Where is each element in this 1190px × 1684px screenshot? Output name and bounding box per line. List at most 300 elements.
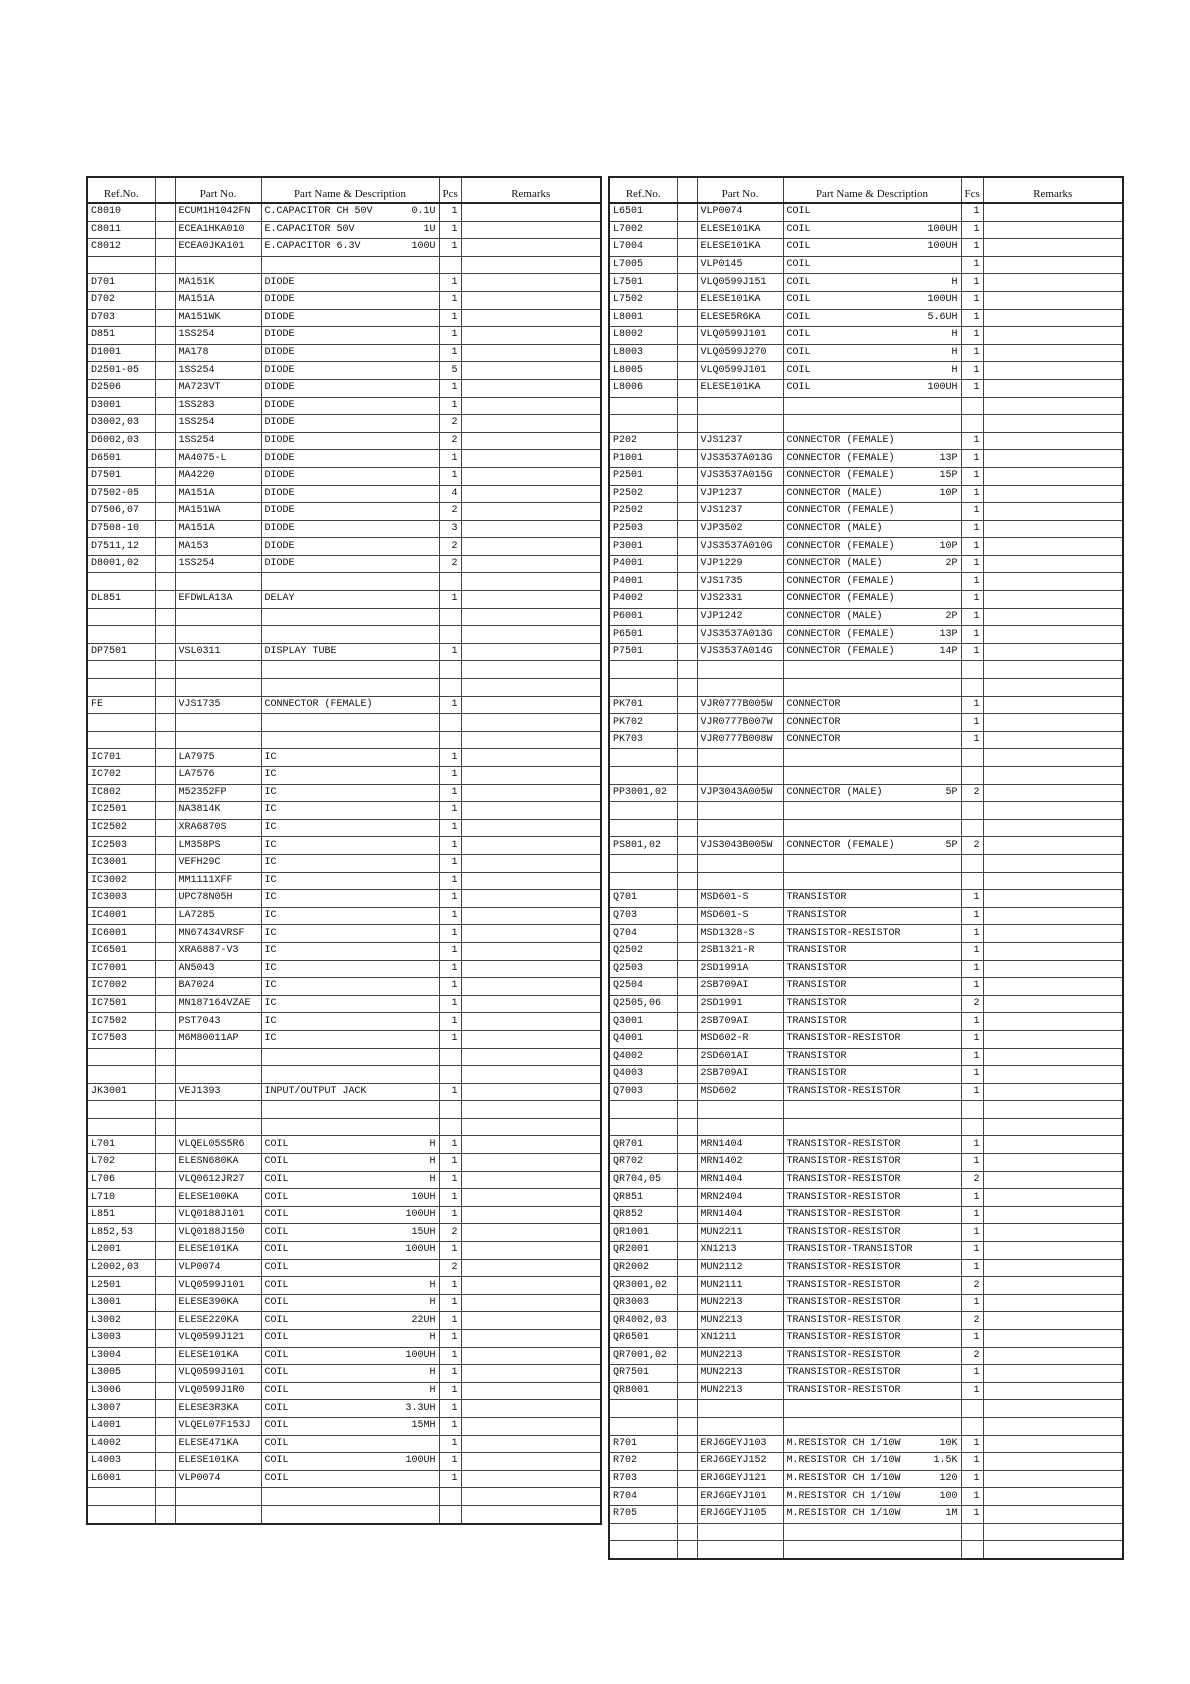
description-cell bbox=[261, 555, 439, 573]
description-cell bbox=[783, 784, 961, 802]
pcs-cell bbox=[439, 679, 461, 697]
pcs-cell: 1 bbox=[439, 696, 461, 714]
ref-no-cell: IC2501 bbox=[87, 802, 155, 820]
part-no-cell: ERJ6GEYJ105 bbox=[697, 1505, 783, 1523]
part-no-cell: MUN2213 bbox=[697, 1294, 783, 1312]
spacer-cell bbox=[155, 432, 175, 450]
ref-no-cell bbox=[609, 397, 677, 415]
spacer-cell bbox=[155, 960, 175, 978]
remarks-cell bbox=[461, 555, 601, 573]
table-row bbox=[87, 978, 601, 996]
pcs-cell bbox=[961, 1523, 983, 1541]
remarks-cell bbox=[983, 819, 1123, 837]
remarks-cell bbox=[983, 344, 1123, 362]
part-no-cell: MA4075-L bbox=[175, 450, 261, 468]
remarks-cell bbox=[983, 960, 1123, 978]
pcs-cell bbox=[439, 731, 461, 749]
table-row bbox=[609, 1470, 1123, 1488]
ref-no-cell: L4002 bbox=[87, 1435, 155, 1453]
pcs-cell bbox=[961, 819, 983, 837]
spacer-cell bbox=[677, 802, 697, 820]
table-row bbox=[609, 907, 1123, 925]
ref-no-cell: QR2001 bbox=[609, 1242, 677, 1260]
remarks-cell bbox=[983, 1242, 1123, 1260]
description-cell bbox=[261, 1101, 439, 1119]
part-no-cell: VLP0074 bbox=[175, 1259, 261, 1277]
pcs-cell: 1 bbox=[961, 1154, 983, 1172]
spacer-cell bbox=[155, 485, 175, 503]
description-cell bbox=[261, 1118, 439, 1136]
description-text: TRANSISTOR-RESISTOR bbox=[786, 1332, 901, 1344]
table-row bbox=[609, 432, 1123, 450]
description-value: 100UH bbox=[927, 294, 958, 306]
description-text: DIODE bbox=[264, 311, 295, 323]
ref-no-cell: L4001 bbox=[87, 1417, 155, 1435]
pcs-cell: 5 bbox=[439, 362, 461, 380]
remarks-cell bbox=[461, 256, 601, 274]
description-cell bbox=[783, 432, 961, 450]
ref-no-cell: P4002 bbox=[609, 591, 677, 609]
ref-no-cell: PK701 bbox=[609, 696, 677, 714]
table-row bbox=[609, 467, 1123, 485]
ref-no-cell: L8006 bbox=[609, 379, 677, 397]
pcs-cell: 1 bbox=[961, 608, 983, 626]
description-text: IC bbox=[264, 927, 277, 939]
remarks-cell bbox=[983, 415, 1123, 433]
description-value: 13P bbox=[939, 452, 958, 464]
part-no-cell bbox=[175, 714, 261, 732]
description-text: COIL bbox=[264, 1402, 289, 1414]
description-text: CONNECTOR (FEMALE) bbox=[786, 575, 895, 587]
ref-no-cell: P202 bbox=[609, 432, 677, 450]
ref-no-cell: QR702 bbox=[609, 1154, 677, 1172]
description-text: DIODE bbox=[264, 329, 295, 341]
ref-no-cell: Q3001 bbox=[609, 1013, 677, 1031]
spacer-cell bbox=[677, 995, 697, 1013]
description-value: 100UH bbox=[927, 241, 958, 253]
remarks-cell bbox=[983, 1030, 1123, 1048]
part-no-cell: ECEA0JKA101 bbox=[175, 239, 261, 257]
description-text: COIL bbox=[786, 206, 811, 218]
pcs-cell: 1 bbox=[439, 1013, 461, 1031]
part-no-cell: XRA6887-V3 bbox=[175, 942, 261, 960]
spacer-cell bbox=[155, 802, 175, 820]
spacer-cell bbox=[677, 837, 697, 855]
pcs-cell bbox=[439, 661, 461, 679]
remarks-cell bbox=[461, 907, 601, 925]
description-cell bbox=[783, 1048, 961, 1066]
table-row bbox=[87, 696, 601, 714]
description-header: Part Name & Description bbox=[261, 177, 439, 203]
part-no-cell bbox=[175, 661, 261, 679]
ref-no-cell: D6002,03 bbox=[87, 432, 155, 450]
spacer-cell bbox=[677, 520, 697, 538]
pcs-cell: 1 bbox=[961, 626, 983, 644]
description-cell bbox=[261, 450, 439, 468]
remarks-cell bbox=[983, 1470, 1123, 1488]
description-cell bbox=[783, 995, 961, 1013]
pcs-cell: 1 bbox=[439, 1417, 461, 1435]
description-cell bbox=[783, 942, 961, 960]
spacer-cell bbox=[155, 784, 175, 802]
table-row bbox=[87, 291, 601, 309]
spacer-cell bbox=[677, 1470, 697, 1488]
table-row bbox=[609, 872, 1123, 890]
description-value: 100UH bbox=[405, 1244, 436, 1256]
ref-no-cell: Q7003 bbox=[609, 1083, 677, 1101]
pcs-cell: 1 bbox=[961, 1505, 983, 1523]
table-row bbox=[609, 1224, 1123, 1242]
ref-no-cell: C8010 bbox=[87, 203, 155, 221]
ref-no-cell: QR704,05 bbox=[609, 1171, 677, 1189]
pcs-cell: 1 bbox=[961, 239, 983, 257]
description-cell bbox=[261, 467, 439, 485]
pcs-cell: 1 bbox=[439, 925, 461, 943]
part-no-cell: ELESE101KA bbox=[697, 291, 783, 309]
part-no-cell: ERJ6GEYJ152 bbox=[697, 1453, 783, 1471]
table-row bbox=[87, 925, 601, 943]
pcs-cell: 2 bbox=[961, 1312, 983, 1330]
spacer-cell bbox=[677, 1048, 697, 1066]
pcs-cell: 1 bbox=[961, 203, 983, 221]
part-no-cell: VJP1242 bbox=[697, 608, 783, 626]
description-text: IC bbox=[264, 857, 277, 869]
description-text: TRANSISTOR bbox=[786, 962, 847, 974]
pcs-cell bbox=[439, 1066, 461, 1084]
table-row bbox=[609, 1083, 1123, 1101]
part-no-cell: LA7576 bbox=[175, 767, 261, 785]
ref-no-cell: P7501 bbox=[609, 643, 677, 661]
spacer-cell bbox=[677, 221, 697, 239]
ref-no-cell: IC702 bbox=[87, 767, 155, 785]
part-no-cell: VLQ0599J121 bbox=[175, 1330, 261, 1348]
pcs-cell: 1 bbox=[961, 344, 983, 362]
description-text: COIL bbox=[786, 241, 811, 253]
description-cell bbox=[261, 1171, 439, 1189]
ref-no-cell: DP7501 bbox=[87, 643, 155, 661]
description-text: DIODE bbox=[264, 417, 295, 429]
part-no-cell: MUN2111 bbox=[697, 1277, 783, 1295]
ref-no-cell: D851 bbox=[87, 327, 155, 345]
spacer-cell bbox=[155, 837, 175, 855]
table-row bbox=[87, 819, 601, 837]
ref-no-cell: L852,53 bbox=[87, 1224, 155, 1242]
table-row bbox=[87, 1400, 601, 1418]
ref-no-cell: P6501 bbox=[609, 626, 677, 644]
description-text: COIL bbox=[786, 347, 811, 359]
remarks-cell bbox=[461, 1259, 601, 1277]
pcs-cell: 1 bbox=[961, 520, 983, 538]
part-no-cell: ELESN680KA bbox=[175, 1154, 261, 1172]
description-cell bbox=[783, 274, 961, 292]
remarks-cell bbox=[983, 731, 1123, 749]
pcs-cell: 2 bbox=[439, 415, 461, 433]
description-cell bbox=[783, 415, 961, 433]
ref-no-cell: Q2505,06 bbox=[609, 995, 677, 1013]
part-no-cell: VJP1237 bbox=[697, 485, 783, 503]
remarks-cell bbox=[461, 679, 601, 697]
table-row bbox=[87, 309, 601, 327]
description-text: TRANSISTOR-RESISTOR bbox=[786, 1385, 901, 1397]
spacer-cell bbox=[677, 450, 697, 468]
ref-no-cell: PP3001,02 bbox=[609, 784, 677, 802]
description-text: C.CAPACITOR CH 50V bbox=[264, 206, 373, 218]
remarks-cell bbox=[983, 362, 1123, 380]
description-value: 10UH bbox=[411, 1191, 436, 1203]
spacer-cell bbox=[155, 1013, 175, 1031]
remarks-cell bbox=[461, 520, 601, 538]
part-no-cell: MRN1404 bbox=[697, 1171, 783, 1189]
remarks-cell bbox=[983, 802, 1123, 820]
table-row bbox=[87, 679, 601, 697]
part-no-cell bbox=[175, 626, 261, 644]
remarks-cell bbox=[983, 1541, 1123, 1559]
description-text: M.RESISTOR CH 1/10W bbox=[786, 1455, 901, 1467]
remarks-cell bbox=[983, 379, 1123, 397]
description-cell bbox=[261, 1066, 439, 1084]
pcs-cell: 2 bbox=[961, 837, 983, 855]
spacer-cell bbox=[155, 767, 175, 785]
description-text: M.RESISTOR CH 1/10W bbox=[786, 1437, 901, 1449]
description-text: TRANSISTOR-RESISTOR bbox=[786, 1085, 901, 1097]
description-text: IC bbox=[264, 751, 277, 763]
description-value: H bbox=[951, 347, 958, 359]
table-row bbox=[609, 327, 1123, 345]
ref-no-cell bbox=[609, 872, 677, 890]
pcs-cell: 1 bbox=[961, 291, 983, 309]
remarks-cell bbox=[983, 1347, 1123, 1365]
ref-no-cell: QR8001 bbox=[609, 1382, 677, 1400]
pcs-cell: 1 bbox=[961, 1470, 983, 1488]
ref-no-cell: QR2002 bbox=[609, 1259, 677, 1277]
spacer-cell bbox=[155, 854, 175, 872]
pcs-cell: 1 bbox=[439, 767, 461, 785]
spacer-cell bbox=[677, 1154, 697, 1172]
remarks-cell bbox=[983, 327, 1123, 345]
description-value: 100UH bbox=[405, 1455, 436, 1467]
description-text: COIL bbox=[264, 1138, 289, 1150]
pcs-cell: 1 bbox=[439, 1154, 461, 1172]
remarks-cell bbox=[983, 591, 1123, 609]
remarks-cell bbox=[461, 379, 601, 397]
ref-no-cell: L702 bbox=[87, 1154, 155, 1172]
description-cell bbox=[261, 520, 439, 538]
ref-no-cell: FE bbox=[87, 696, 155, 714]
pcs-cell: 3 bbox=[439, 520, 461, 538]
description-cell bbox=[261, 767, 439, 785]
table-row bbox=[609, 714, 1123, 732]
table-row bbox=[609, 679, 1123, 697]
spacer-cell bbox=[677, 942, 697, 960]
table-row bbox=[609, 1365, 1123, 1383]
parts-table-right-body bbox=[609, 203, 1123, 1559]
pcs-cell bbox=[439, 1101, 461, 1119]
table-row bbox=[87, 239, 601, 257]
ref-no-cell: L8001 bbox=[609, 309, 677, 327]
table-row bbox=[87, 1259, 601, 1277]
ref-no-cell: R703 bbox=[609, 1470, 677, 1488]
pcs-cell: 1 bbox=[439, 221, 461, 239]
pcs-cell: 1 bbox=[439, 1400, 461, 1418]
table-row bbox=[87, 397, 601, 415]
description-text: DIODE bbox=[264, 487, 295, 499]
table-row bbox=[609, 696, 1123, 714]
description-cell bbox=[783, 1189, 961, 1207]
spacer-cell bbox=[155, 538, 175, 556]
pcs-cell: 1 bbox=[961, 485, 983, 503]
part-no-cell: VLQ0599J101 bbox=[697, 327, 783, 345]
ref-no-cell: L851 bbox=[87, 1206, 155, 1224]
table-row bbox=[87, 1453, 601, 1471]
description-text: M.RESISTOR CH 1/10W bbox=[786, 1508, 901, 1520]
table-row bbox=[87, 960, 601, 978]
description-text: DIODE bbox=[264, 276, 295, 288]
spacer-cell bbox=[677, 415, 697, 433]
ref-no-cell: P2501 bbox=[609, 467, 677, 485]
table-row bbox=[87, 1382, 601, 1400]
remarks-cell bbox=[983, 1417, 1123, 1435]
table-row bbox=[87, 1048, 601, 1066]
pcs-cell: 1 bbox=[961, 538, 983, 556]
table-row bbox=[87, 1030, 601, 1048]
pcs-cell bbox=[961, 749, 983, 767]
ref-no-cell: L3004 bbox=[87, 1347, 155, 1365]
pcs-cell: 1 bbox=[439, 942, 461, 960]
remarks-cell bbox=[983, 608, 1123, 626]
part-no-cell bbox=[697, 397, 783, 415]
description-cell bbox=[261, 538, 439, 556]
table-row bbox=[87, 995, 601, 1013]
table-row bbox=[609, 503, 1123, 521]
part-no-cell: EFDWLA13A bbox=[175, 591, 261, 609]
remarks-cell bbox=[461, 714, 601, 732]
description-value: 0.1U bbox=[411, 206, 436, 218]
description-text: IC bbox=[264, 839, 277, 851]
description-cell bbox=[783, 731, 961, 749]
ref-no-cell bbox=[87, 714, 155, 732]
description-cell bbox=[783, 854, 961, 872]
table-row bbox=[87, 749, 601, 767]
part-no-cell: ERJ6GEYJ121 bbox=[697, 1470, 783, 1488]
spacer-cell bbox=[155, 239, 175, 257]
spacer-cell bbox=[155, 344, 175, 362]
ref-no-cell: IC6501 bbox=[87, 942, 155, 960]
spacer-cell bbox=[677, 467, 697, 485]
ref-no-header: Ref.No. bbox=[87, 177, 155, 203]
part-no-cell: MA4220 bbox=[175, 467, 261, 485]
description-cell bbox=[783, 203, 961, 221]
remarks-cell bbox=[983, 485, 1123, 503]
part-no-cell: VJS1735 bbox=[697, 573, 783, 591]
pcs-cell bbox=[439, 256, 461, 274]
spacer-cell bbox=[677, 1206, 697, 1224]
ref-no-cell: PS801,02 bbox=[609, 837, 677, 855]
remarks-cell bbox=[983, 661, 1123, 679]
description-text: COIL bbox=[264, 1314, 289, 1326]
table-row bbox=[87, 854, 601, 872]
description-text: DELAY bbox=[264, 593, 295, 605]
table-row bbox=[609, 942, 1123, 960]
table-row bbox=[609, 1347, 1123, 1365]
pcs-cell: 1 bbox=[439, 837, 461, 855]
table-row bbox=[87, 626, 601, 644]
part-no-header: Part No. bbox=[175, 177, 261, 203]
description-cell bbox=[261, 837, 439, 855]
table-row bbox=[609, 1030, 1123, 1048]
description-text: IC bbox=[264, 804, 277, 816]
spacer-cell bbox=[677, 591, 697, 609]
spacer-cell bbox=[155, 995, 175, 1013]
remarks-cell bbox=[461, 239, 601, 257]
description-cell bbox=[261, 1312, 439, 1330]
ref-no-cell: L710 bbox=[87, 1189, 155, 1207]
ref-no-cell: Q4002 bbox=[609, 1048, 677, 1066]
spacer-cell bbox=[677, 1136, 697, 1154]
part-no-cell bbox=[697, 749, 783, 767]
pcs-cell: 1 bbox=[439, 344, 461, 362]
parts-table-left-body bbox=[87, 203, 601, 1524]
ref-no-cell bbox=[609, 1417, 677, 1435]
part-no-cell bbox=[697, 1118, 783, 1136]
ref-no-cell: L3003 bbox=[87, 1330, 155, 1348]
table-row bbox=[609, 1048, 1123, 1066]
description-text: TRANSISTOR-RESISTOR bbox=[786, 1191, 901, 1203]
remarks-cell bbox=[461, 1505, 601, 1523]
description-cell bbox=[783, 1101, 961, 1119]
table-row bbox=[609, 643, 1123, 661]
spacer-cell bbox=[677, 978, 697, 996]
pcs-cell: 1 bbox=[439, 802, 461, 820]
table-row bbox=[87, 538, 601, 556]
part-no-cell: 1SS254 bbox=[175, 362, 261, 380]
ref-no-cell bbox=[609, 679, 677, 697]
part-no-cell bbox=[697, 661, 783, 679]
spacer-cell bbox=[677, 1347, 697, 1365]
ref-no-cell: D8001,02 bbox=[87, 555, 155, 573]
spacer-cell bbox=[155, 309, 175, 327]
spacer-cell bbox=[677, 256, 697, 274]
remarks-cell bbox=[461, 573, 601, 591]
description-text: DIODE bbox=[264, 452, 295, 464]
ref-no-cell: QR852 bbox=[609, 1206, 677, 1224]
part-no-cell: ELESE220KA bbox=[175, 1312, 261, 1330]
description-cell bbox=[261, 1470, 439, 1488]
description-value: 10P bbox=[939, 540, 958, 552]
table-row bbox=[609, 1154, 1123, 1172]
description-text: COIL bbox=[264, 1191, 289, 1203]
description-text: TRANSISTOR bbox=[786, 1015, 847, 1027]
spacer-cell bbox=[677, 555, 697, 573]
ref-no-cell: L6501 bbox=[609, 203, 677, 221]
table-row bbox=[87, 1470, 601, 1488]
description-value: 1.5K bbox=[933, 1455, 958, 1467]
table-row bbox=[609, 1435, 1123, 1453]
table-row bbox=[87, 1417, 601, 1435]
ref-no-cell bbox=[87, 1048, 155, 1066]
description-value: H bbox=[429, 1332, 436, 1344]
ref-no-cell bbox=[87, 679, 155, 697]
table-row bbox=[87, 591, 601, 609]
pcs-cell: 1 bbox=[439, 397, 461, 415]
spacer-cell bbox=[677, 1030, 697, 1048]
part-no-cell: 2SD601AI bbox=[697, 1048, 783, 1066]
remarks-cell bbox=[461, 1030, 601, 1048]
remarks-cell bbox=[983, 714, 1123, 732]
description-cell bbox=[261, 784, 439, 802]
spacer-cell bbox=[155, 714, 175, 732]
ref-no-cell: D2501-05 bbox=[87, 362, 155, 380]
part-no-cell bbox=[697, 819, 783, 837]
